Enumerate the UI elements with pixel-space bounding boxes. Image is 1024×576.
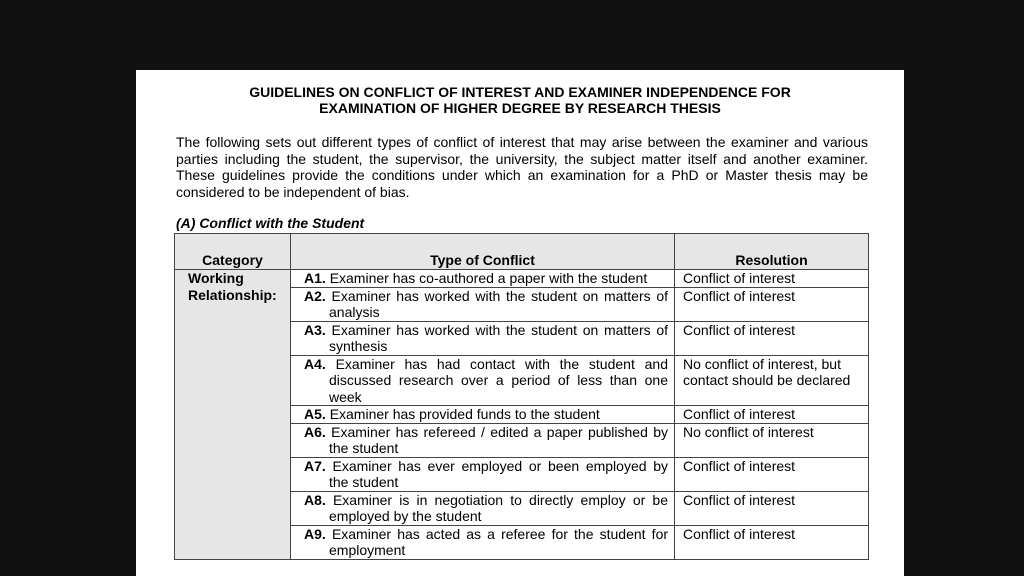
category-cell: Working Relationship: (175, 270, 291, 560)
header-resolution: Resolution (675, 234, 869, 270)
resolution-cell: Conflict of interest (675, 321, 869, 355)
conflict-description: Examiner has refereed / edited a paper published by the student (329, 423, 668, 456)
conflict-number: A7. (304, 457, 326, 474)
conflict-number: A9. (304, 525, 326, 542)
conflict-description: Examiner has worked with the student on matters of synthesis (329, 321, 668, 354)
conflict-text (305, 270, 668, 287)
document-title (136, 84, 904, 116)
conflict-text (305, 458, 668, 491)
conflict-number: A4. (304, 355, 326, 372)
conflict-description: Examiner has provided funds to the student (329, 406, 600, 422)
conflict-number: A6. (304, 423, 326, 440)
conflict-number: A2. (304, 287, 326, 304)
resolution-cell: Conflict of interest (675, 406, 869, 424)
conflict-cell (291, 491, 675, 525)
conflict-description: Examiner has co-authored a paper with the student (329, 270, 648, 286)
intro-paragraph: The following sets out different types of conflict of interest that may arise between the examiner and various parties including the student, the supervisor, the university, the subject matter itself and another examiner. These guidelines provide the conditions under which an examination for a PhD or Master thesis may be considered to be independent of bias. (176, 134, 868, 200)
conflict-cell (291, 355, 675, 406)
conflict-text (305, 288, 668, 321)
conflict-text (305, 406, 668, 423)
conflict-cell (291, 406, 675, 424)
conflict-table (174, 233, 869, 560)
resolution-cell: Conflict of interest (675, 457, 869, 491)
conflict-text (305, 526, 668, 559)
header-type-of-conflict: Type of Conflict (291, 234, 675, 270)
table-header-row (175, 234, 869, 270)
conflict-cell (291, 270, 675, 288)
conflict-cell (291, 321, 675, 355)
conflict-cell (291, 287, 675, 321)
title-line-2: EXAMINATION OF HIGHER DEGREE BY RESEARCH THESIS (319, 100, 721, 116)
conflict-text (305, 322, 668, 355)
resolution-cell: No conflict of interest, but contact should be declared (675, 355, 869, 406)
resolution-cell: No conflict of interest (675, 423, 869, 457)
resolution-cell: Conflict of interest (675, 270, 869, 288)
conflict-number: A8. (304, 491, 326, 508)
conflict-text (305, 356, 668, 406)
section-heading: (A) Conflict with the Student (176, 215, 365, 231)
conflict-number: A5. (304, 406, 326, 422)
resolution-cell: Conflict of interest (675, 287, 869, 321)
conflict-cell (291, 457, 675, 491)
conflict-cell (291, 423, 675, 457)
conflict-text (305, 492, 668, 525)
conflict-number: A3. (304, 321, 326, 338)
conflict-description: Examiner has ever employed or been employed by the student (329, 457, 668, 490)
document-page (136, 70, 904, 576)
conflict-description: Examiner is in negotiation to directly employ or be employed by the student (329, 491, 668, 524)
conflict-cell (291, 525, 675, 559)
table-body (175, 270, 869, 560)
resolution-cell: Conflict of interest (675, 525, 869, 559)
resolution-cell: Conflict of interest (675, 491, 869, 525)
table-row (175, 270, 869, 288)
conflict-description: Examiner has acted as a referee for the student for employment (329, 525, 669, 558)
conflict-number: A1. (304, 270, 326, 286)
conflict-description: Examiner has had contact with the student and discussed research over a period of less than one week (329, 355, 668, 405)
header-category: Category (175, 234, 291, 270)
conflict-text (305, 424, 668, 457)
conflict-description: Examiner has worked with the student on matters of analysis (329, 287, 668, 320)
title-line-1: GUIDELINES ON CONFLICT OF INTEREST AND EXAMINER INDEPENDENCE FOR (249, 84, 791, 100)
